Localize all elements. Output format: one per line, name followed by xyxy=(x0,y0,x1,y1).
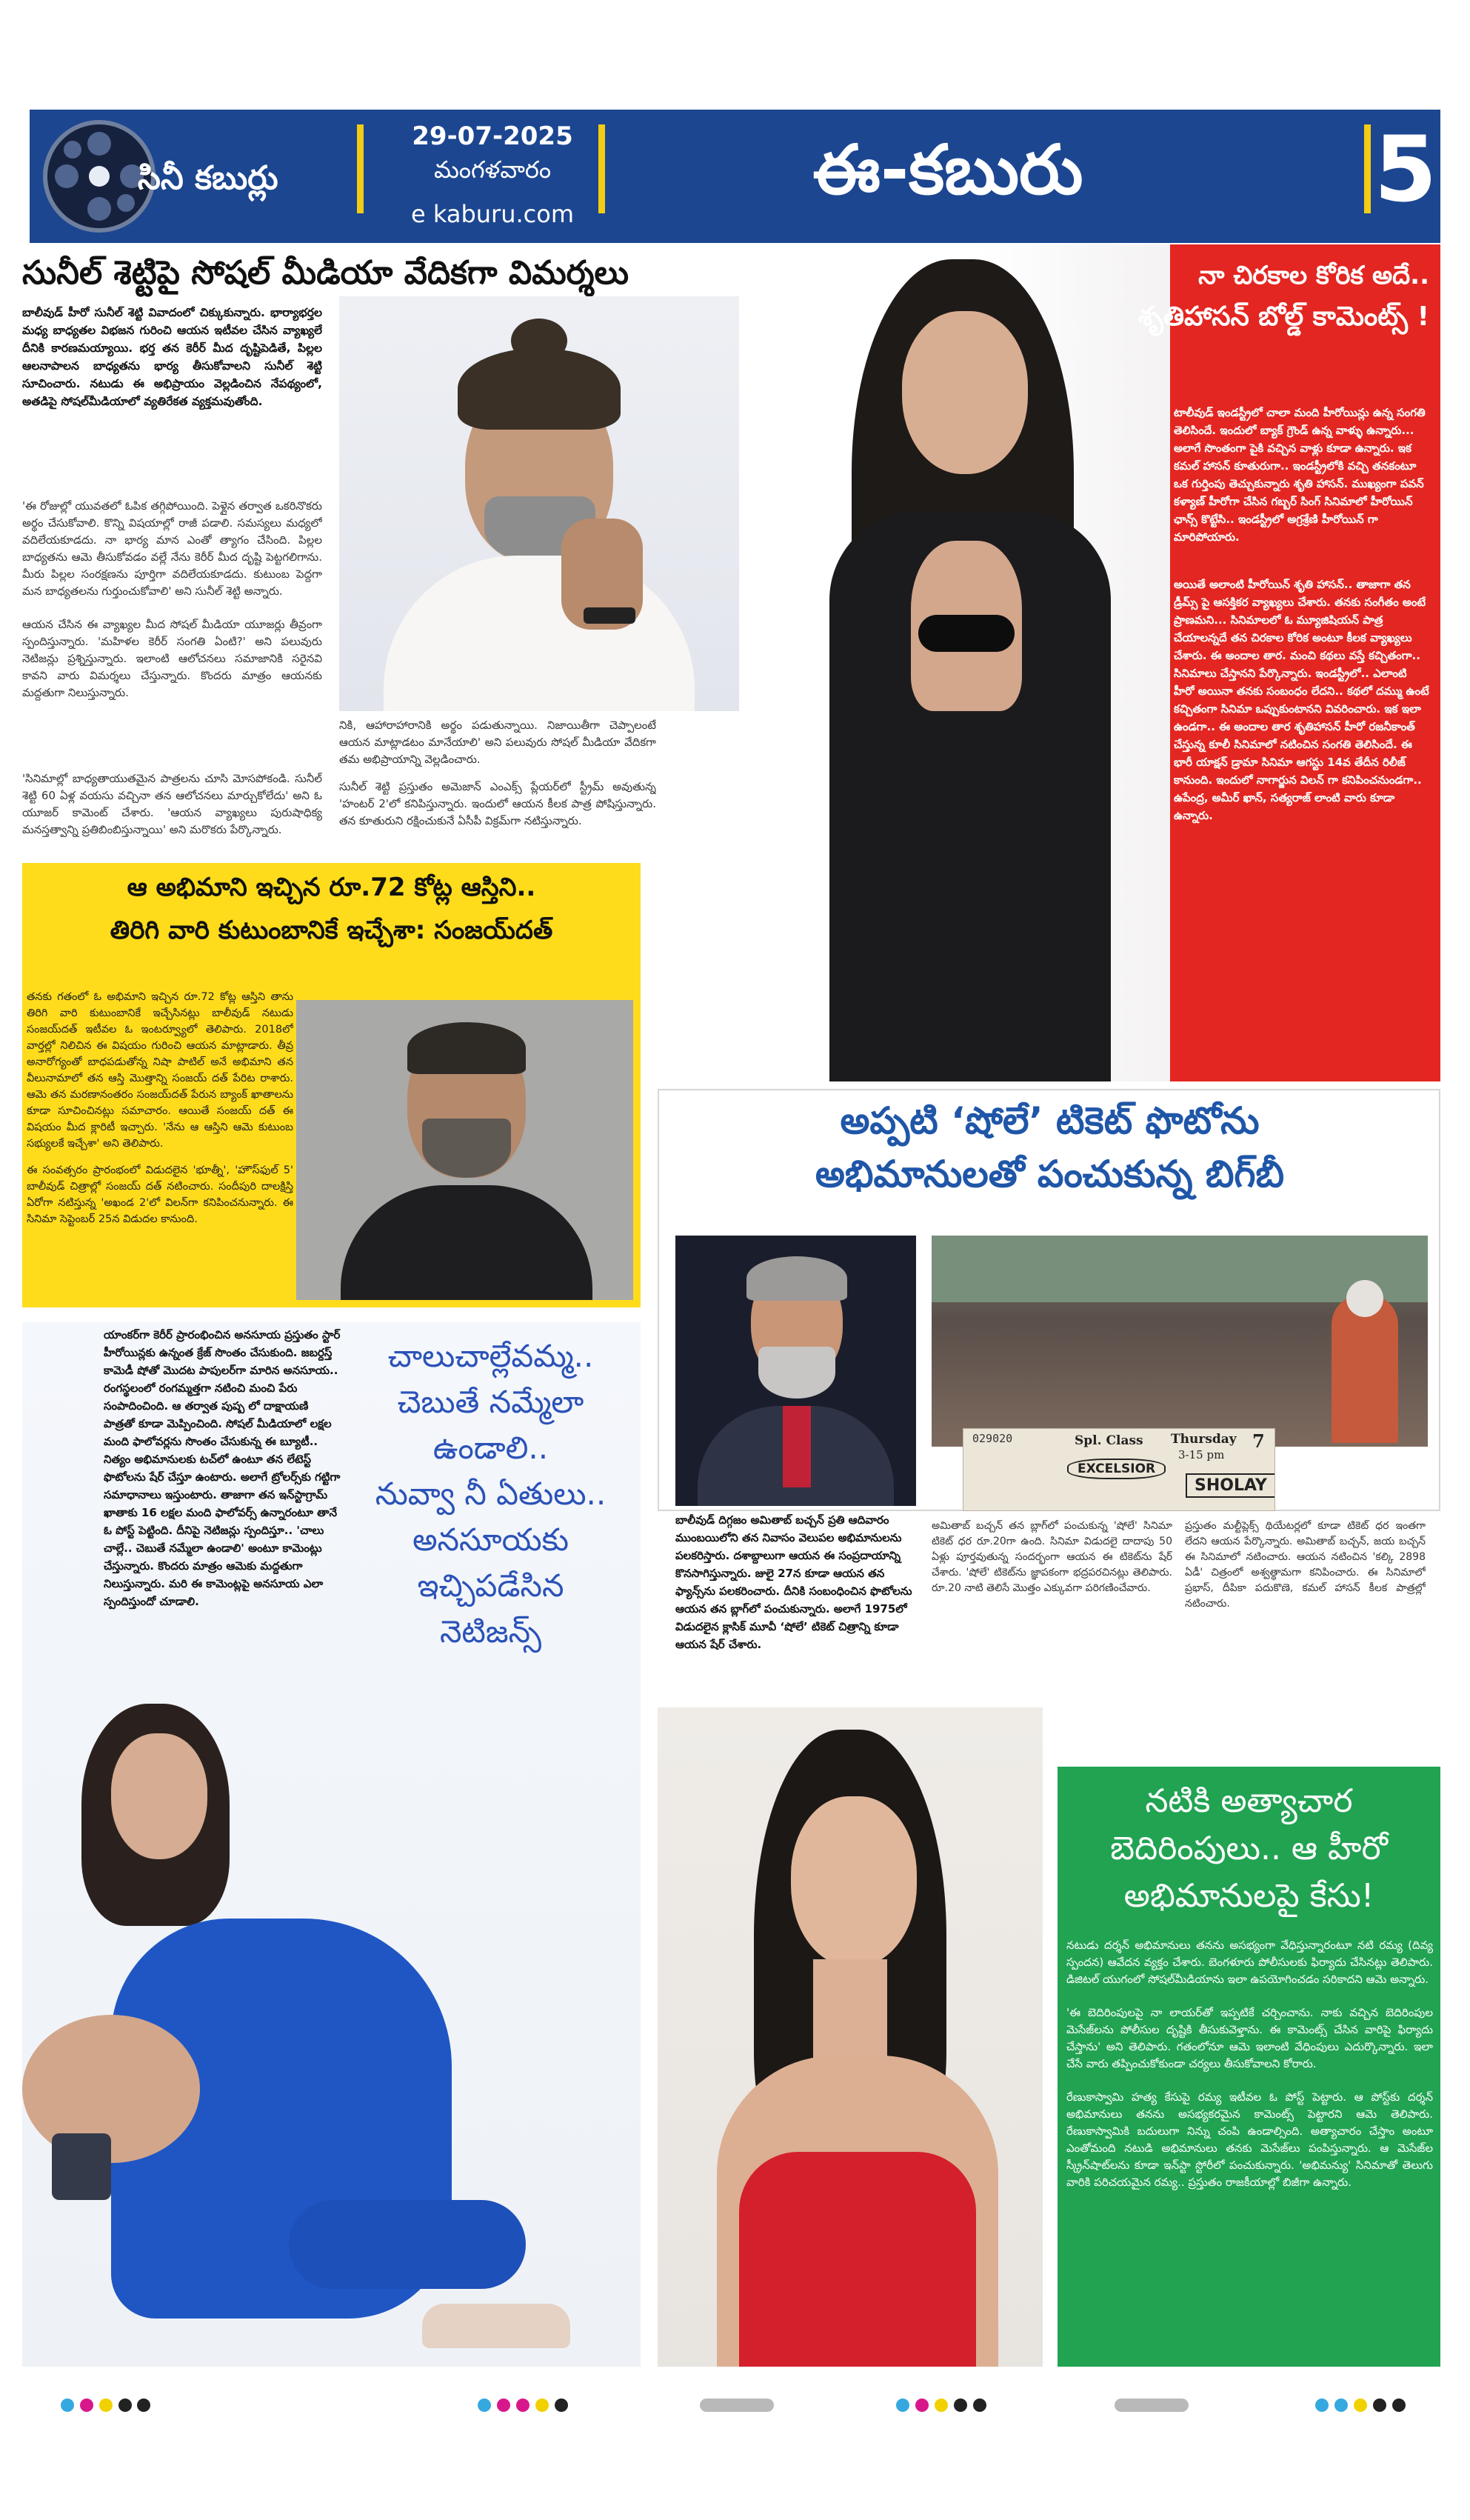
divider xyxy=(357,124,364,213)
ticket-number: 029020 xyxy=(972,1432,1013,1445)
ramya-body xyxy=(1066,1937,1433,2363)
website-link[interactable]: e kaburu.com xyxy=(411,200,574,228)
shruti-headline xyxy=(1074,256,1429,339)
anasuya-headline-line: చాలుచాల్లేవమ్మ.. xyxy=(387,1338,594,1374)
bigb-headline-line2: అభిమానులతో పంచుకున్న బిగ్‌బీ xyxy=(815,1153,1285,1196)
ramya-paragraph: నటుడు దర్శన్ అభిమానులు తనను అసభ్యంగా వేధిస్తున్నారంటూ నటి రమ్య (దివ్య స్పందన) ఆవేదన వ్యక్తం చేశారు. బెంగళూరు పోలీసులకు ఫిర్యాదు చేసినట్లు తెలిపారు. డిజిటల్ యుగంలో సోషల్‌మీడియాను ఇలా ఉపయోగించడం సరికాదని ఆమె అన్నారు. xyxy=(1066,1939,1433,1986)
anasuya-headline xyxy=(348,1333,633,1655)
sanjay-headline xyxy=(22,867,641,953)
sholay-ticket xyxy=(963,1428,1275,1511)
sunil-paragraph: 'సినిమాల్లో బాధ్యతాయుతమైన పాత్రలను చూసి మోసపోకండి. సునీల్ శెట్టి 60 ఏళ్ల వయసు వచ్చినా తన ఆలోచనలు మార్చుకోలేదు' అని ఓ యూజర్ కామెంట్ చేశారు. 'ఆయన వ్యాఖ్యలు పురుషాధిక్య మనస్తత్వాన్ని ప్రతిబింబిస్తున్నాయి' అని మరొకరు పేర్కొన్నారు. xyxy=(22,772,322,836)
shruti-headline-line1: నా చిరకాల కోరిక అదే.. xyxy=(1198,261,1429,290)
ticket-theatre: EXCELSIOR xyxy=(1067,1459,1166,1479)
shruti-paragraph: అయితే అలాంటి హీరోయిన్ శృతి హాసన్.. తాజాగా తన డ్రీమ్స్ పై ఆసక్తికర వ్యాఖ్యలు చేశారు. తనకు సంగీతం అంటే ప్రాణమని... సినిమాలలో ఓ మ్యూజిషియన్ పాత్ర చేయాలన్నదే తన చిరకాల కోరిక అంటూ కీలక వ్యాఖ్యలు చేశారు. ఈ అందాల తార. మంచి కథలు వస్తే కచ్చితంగా.. సినిమాలు చేస్తానని పేర్కొన్నారు. ఇండస్ట్రీలో.. ఎలాంటి హీరో అయినా తనకు సంబంధం లేదని.. కథలో దమ్ము ఉంటే కచ్చితంగా సినిమా ఒప్పుకుంటానని వివరించారు. ఇక ఇలా ఉండగా.. ఈ అందాల తార శృతిహాసన్ హీరో రజనీకాంత్ చేస్తున్న కూలీ సినిమాలో నటించిన సంగతి తెలిసిందే. ఈ భారీ యాక్షన్ డ్రామా సినిమా ఆగస్టు 14వ తేదీన రిలీజ్ కానుంది. ఇందులో నాగార్జున విలన్ గా కనిపించనుండగా.. ఉపేంద్ర, అమీర్ ఖాన్, సత్యరాజ్ లాంటి వారు కూడా ఉన్నారు. xyxy=(1174,578,1429,822)
registration-marks xyxy=(0,2393,1470,2422)
anasuya-headline-line: అనసూయకు xyxy=(412,1521,569,1558)
anasuya-headline-line: ఉండాలి.. xyxy=(432,1430,549,1466)
anasuya-photo xyxy=(22,1689,641,2367)
bigb-body-col2: ప్రస్తుతం మల్టీప్లెక్స్ థియేటర్లలో కూడా టికెట్ ధర ఇంతగా లేదని ఆయన పేర్కొన్నారు. అమితాబ్ బచ్చన్, జయ బచ్చన్ ఈ సినిమాలో నటించారు. ఆయన నటించిన 'కల్కి 2898 ఏడీ' చిత్రంలో అశ్వత్థామగా కనిపించారు. ఈ సినిమాలో ప్రభాస్, దీపికా పదుకొణె, కమల్ హాసన్ కీలక పాత్రల్లో నటించారు. xyxy=(1185,1520,1426,1610)
sunil-col2 xyxy=(339,717,656,865)
sunil-headline: సునీల్ శెట్టిపై సోషల్ మీడియా వేదికగా విమర్శలు xyxy=(22,254,629,292)
shruti-paragraph: టాలీవుడ్ ఇండస్ట్రీలో చాలా మంది హీరోయిన్లు ఉన్న సంగతి తెలిసిందే. ఇందులో బ్యాక్ గ్రౌండ్ ఉన్న వాళ్ళు ఉన్నారు... అలాగే సొంతంగా పైకి వచ్చిన వాళ్లు కూడా ఉన్నారు. ఇక కమల్ హాసన్ కూతురుగా.. ఇండస్ట్రీలోకి వచ్చి తనకంటూ ఒక గుర్తింపు తెచ్చుకున్నారు శృతి హాసన్. ముఖ్యంగా పవన్ కళ్యాణ్ హీరోగా చేసిన గబ్బర్ సింగ్ సినిమాలో హీరోయిన్ ఛాన్స్ కొట్టేసి.. ఇండస్ట్రీలో అగ్రశ్రేణి హీరోయిన్ గా మారిపోయారు. xyxy=(1174,406,1426,544)
bigb-headline-line1: అప్పటి ‘షోలే’ టికెట్ ఫొటోను xyxy=(840,1099,1260,1142)
anasuya-headline-line: ఇచ్చిపడేసిన xyxy=(417,1567,564,1604)
ramya-headline-line: బెదిరింపులు.. ఆ హీరో xyxy=(1110,1830,1388,1867)
sunil-body-bottom xyxy=(22,770,322,859)
ramya-photo xyxy=(658,1707,1043,2367)
ticket-film: SHOLAY xyxy=(1186,1473,1275,1498)
sanjay-body xyxy=(27,989,293,1300)
anasuya-body: యాంకర్‌గా కెరీర్ ప్రారంభించిన అనసూయ ప్రస్తుతం స్టార్ హీరోయిన్లకు ఉన్నంత క్రేజ్ సొంతం చేసుకుంది. జబర్దస్త్ కామెడీ షోతో మొదట పాపులర్‌గా మారిన అనసూయ.. రంగస్థలంలో రంగమ్మత్తగా నటించి మంచి పేరు సంపాదించింది. ఆ తర్వాత పుష్ప లో దాక్షాయణి పాత్రతో కూడా మెప్పించింది. సోషల్ మీడియాలో లక్షల మంది ఫాలోవర్లను సొంతం చేసుకున్న ఈ బ్యూటీ.. నిత్యం అభిమానులకు టచ్‌లో ఉంటూ తన లేటెస్ట్ ఫొటోలను షేర్ చేస్తూ ఉంటారు. అలాగే ట్రోలర్స్‌కు గట్టిగా సమాధానాలు ఇస్తుంటారు. తాజాగా తన ఇన్‌స్టాగ్రామ్ ఖాతాకు 16 లక్షల మంది ఫాలోవర్స్ ఉన్నారంటూ తానే ఓ పోస్ట్ పెట్టింది. దీనిపై నెటిజన్లు స్పందిస్తూ.. 'చాలు చాల్లే.. చెబుతే నమ్మేలా ఉండాలి' అంటూ కామెంట్లు చేస్తున్నారు. కొందరు మాత్రం ఆమెకు మద్దతుగా నిలుస్తున్నారు. మరి ఈ కామెంట్లపై అనసూయ ఎలా స్పందిస్తుందో చూడాలి. xyxy=(104,1328,341,1608)
anasuya-headline-line: నెటిజన్స్ xyxy=(439,1613,542,1650)
sunil-shetty-photo xyxy=(339,296,739,711)
brand-title: సినీ కబుర్లు xyxy=(138,159,278,197)
sunil-paragraph: సునీల్ శెట్టి ప్రస్తుతం అమెజాన్ ఎంఎక్స్ ప్లేయర్‌లో స్ట్రీమ్ అవుతున్న 'హంటర్ 2'లో కనిపిస్తున్నారు. ఇందులో ఆయన కీలక పాత్ర పోషిస్తున్నారు. తన కూతురుని రక్షించుకునే ఏసీపీ విక్రమ్‌గా నటిస్తున్నారు. xyxy=(339,780,656,827)
bigb-caption: బాలీవుడ్ దిగ్గజం అమితాబ్ బచ్చన్ ప్రతి ఆదివారం ముంబయిలోని తన నివాసం వెలుపల అభిమానులను పలకరిస్తారు. దశాబ్దాలుగా ఆయన ఈ సంప్రదాయాన్ని కొనసాగిస్తున్నారు. జులై 27న కూడా ఆయన తన ఫ్యాన్స్‌ను పలకరించారు. దీనికి సంబంధించిన ఫొటోలను ఆయన తన బ్లాగ్‌లో పంచుకున్నారు. అలాగే 1975లో విడుదలైన క్లాసిక్ మూవీ ‘షోలే’ టికెట్ చిత్రాన్ని కూడా ఆయన షేర్ చేశారు. xyxy=(675,1513,912,1651)
sanjay-paragraph: తనకు గతంలో ఓ అభిమాని ఇచ్చిన రూ.72 కోట్ల ఆస్తిని తాను తిరిగి వారి కుటుంబానికే ఇచ్చేసినట్లు బాలీవుడ్ నటుడు సంజయ్‌దత్ ఇటీవల ఓ ఇంటర్వ్యూలో తెలిపారు. 2018లో వార్తల్లో నిలిచిన ఈ విషయం గురించి ఆయన మాట్లాడారు. తీవ్ర అనారోగ్యంతో బాధపడుతోన్న నిషా పాటిల్ అనే అభిమాని తన వీలునామాలో తన ఆస్తి మొత్తాన్ని సంజయ్ దత్ పేరిట రాశారు. ఆమె తన మరణానంతరం సంజయ్‌దత్ పేరున బ్యాంక్ ఖాతాలను కూడా సూచించినట్లు సమాచారం. ఆయితే సంజయ్ దత్ ఈ విషయం మీద క్లారిటీ ఇచ్చారు. 'నేను ఆ ఆస్తిని ఆమె కుటుంబ సభ్యులకే ఇచ్చేశా' అని తెలిపారు. xyxy=(27,991,293,1150)
sanjay-headline-line1: ఆ అభిమాని ఇచ్చిన రూ.72 కోట్ల ఆస్తిని.. xyxy=(127,873,536,902)
sunil-intro: బాలీవుడ్ హీరో సునీల్ శెట్టి వివాదంలో చిక్కుకున్నారు. భార్యాభర్తల మధ్య బాధ్యతల విభజన గురించి ఆయన ఇటీవల చేసిన వ్యాఖ్యలే దీనికి కారణమయ్యాయి. భర్త తన కెరీర్ మీద దృష్టిపెడితే, పిల్లల ఆలనాపాలన బాధ్యతను భార్య తీసుకోవాలని సునీల్ శెట్టి సూచించారు. నటుడు ఈ అభిప్రాయం వెల్లడించిన నేపథ్యంలో, అతడిపై సోషల్‌మీడియాలో వ్యతిరేకత వ్యక్తమవుతోంది. xyxy=(22,306,322,408)
shruti-haasan-photo xyxy=(741,244,1170,1081)
sanjay-paragraph: ఈ సంవత్సరం ప్రారంభంలో విడుదలైన 'భూత్నీ', 'హౌస్‌ఫుల్ 5' బాలీవుడ్ చిత్రాల్లో సంజయ్ దత్ నటించారు. సందీపురి దాలక్షిస్తి ఏరోగా నటిస్తున్న 'అఖండ 2'లో విలన్‌గా కనిపించనున్నారు. ఈ సినిమా సెప్టెంబర్ 25న విడుదల కానుంది. xyxy=(27,1164,293,1225)
sanjay-dutt-photo xyxy=(296,1000,633,1300)
sunil-paragraph: ఆయన చేసిన ఈ వ్యాఖ్యల మీద సోషల్ మీడియా యూజర్లు తీవ్రంగా స్పందిస్తున్నారు. 'మహిళల కెరీర్ సంగతి ఏంటి?' అని పలువురు నెటిజన్లు ప్రశ్నిస్తున్నారు. ఇలాంటి ఆలోచనలు సమాజానికి సరైనవి కావని వారు విమర్శలు చేస్తున్నారు. కొందరు మాత్రం ఆయనకు మద్దతుగా నిలుస్తున్నారు. xyxy=(22,618,322,699)
sunil-paragraph: నికి, ఆహారాహారానికి అర్థం పడుతున్నాయి. నిజాయితీగా చెప్పాలంటే ఆయన మాట్లాడటం మానేయాలి' అని పలువురు సోషల్ మీడియా వేదికగా తమ అభిప్రాయాన్ని వెల్లడించారు. xyxy=(339,719,656,766)
ramya-headline-line: నటికి అత్యాచార xyxy=(1145,1782,1353,1820)
paper-name: ఈ-కబురు xyxy=(812,130,1083,210)
sanjay-headline-line2: తిరిగి వారి కుటుంబానికే ఇచ్చేశా: సంజయ్‌దత్ xyxy=(110,916,553,945)
anasuya-headline-line: చెబుతే నమ్మేలా xyxy=(397,1384,584,1420)
fans-crowd-photo xyxy=(932,1236,1428,1447)
page-number: 5 xyxy=(1374,117,1437,222)
ramya-paragraph: 'ఈ బెదిరింపులపై నా లాయర్‌తో ఇప్పటికే చర్చించాను. నాకు వచ్చిన బెదిరింపుల మెసేజ్‌లను పోలీసుల దృష్టికి తీసుకువెళ్తాను. ఈ కామెంట్స్ చేసిన వారిపై ఫిర్యాదు చేస్తాను' అని తెలిపారు. గతంలోనూ ఆమె ఇలాంటి వేధింపులు ఎదుర్కొన్నారు. ఇలా చేసే వారు తప్పించుకోకుండా చర్యలు తీసుకోవాలని కోరారు. xyxy=(1066,2006,1433,2070)
sunil-paragraph: 'ఈ రోజుల్లో యువతలో ఓపిక తగ్గిపోయింది. పెళ్లైన తర్వాత ఒకరినొకరు అర్థం చేసుకోవాలి. కొన్ని విషయాల్లో రాజీ పడాలి. సమస్యలు మధ్యలో వదిలేయకూడదు. నా భార్య మాన ఎంతో త్యాగం చేసింది. పిల్లల బాధ్యతను ఆమె తీసుకోవడం వల్లే నేను కెరీర్ మీద దృష్టి పెట్టగలిగాను. మీరు పిల్లల సంరక్షణను పూర్తిగా వదిలేయకూడదు. కుటుంబ పెద్దగా మన బాధ్యతలను గుర్తుంచుకోవాలి' అని సునీల్ శెట్టి అన్నారు. xyxy=(22,499,322,598)
amitabh-photo xyxy=(675,1236,916,1506)
divider xyxy=(598,124,605,213)
ticket-day: Thursday xyxy=(1171,1432,1237,1447)
ticket-seat: 7 xyxy=(1252,1430,1265,1452)
masthead xyxy=(30,110,1440,243)
ramya-paragraph: రేణుకాస్వామి హత్య కేసుపై రమ్య ఇటీవల ఓ పోస్ట్ పెట్టారు. ఆ పోస్ట్‌కు దర్శన్ అభిమానులు తనను అసభ్యకరమైన కామెంట్స్ పెట్టారని ఆమె తెలిపారు. రేణుకాస్వామికి బదులుగా నిన్ను చంపి ఉండాల్సింది. అత్యాచారం చేస్తాం అంటూ ఎంతోమంది నటుడి అభిమానులు తనకు మెసేజ్‌లు పంపిస్తున్నారు. ఆ మెసేజ్‌ల స్క్రీన్‌షాట్‌లను కూడా ఇన్‌స్టా స్టోరీలో పంచుకున్నారు. 'అభిమన్యు' సినిమాతో తెలుగు వారికి పరిచయమైన రమ్య.. ప్రస్తుతం రాజకీయాల్లో బిజీగా ఉన్నారు. xyxy=(1066,2090,1433,2189)
ramya-headline-line: అభిమానులపై కేసు! xyxy=(1123,1877,1374,1915)
issue-date: 29-07-2025 xyxy=(412,121,573,151)
anasuya-headline-line: నువ్వా నీ ఏతులు.. xyxy=(375,1476,607,1512)
ticket-class: Spl. Class xyxy=(1075,1433,1143,1448)
shruti-body xyxy=(1174,404,1429,1070)
ticket-time: 3-15 pm xyxy=(1178,1448,1225,1461)
issue-weekday: మంగళవారం xyxy=(433,156,552,184)
bigb-headline xyxy=(666,1095,1433,1201)
divider xyxy=(1364,124,1371,213)
ramya-headline xyxy=(1058,1778,1440,1920)
shruti-headline-line2: శృతిహాసన్ బోల్డ్ కామెంట్స్ ! xyxy=(1137,301,1429,332)
bigb-body-col1: అమితాబ్ బచ్చన్ తన బ్లాగ్‌లో పంచుకున్న 'షోలే' సినిమా టికెట్ ధర రూ.20గా ఉంది. సినిమా విడుదలై దాదాపు 50 ఏళ్లు పూర్తవుతున్న సందర్భంగా ఆయన ఈ టికెట్‌ను షేర్ చేశారు. 'షోలే' టికెట్‌ను జ్ఞాపకంగా భద్రపరచినట్లు తెలిపారు. రూ.20 నాటి తెలిసే మొత్తం ఎక్కువగా పరిగణించేవారు. xyxy=(932,1520,1172,1594)
